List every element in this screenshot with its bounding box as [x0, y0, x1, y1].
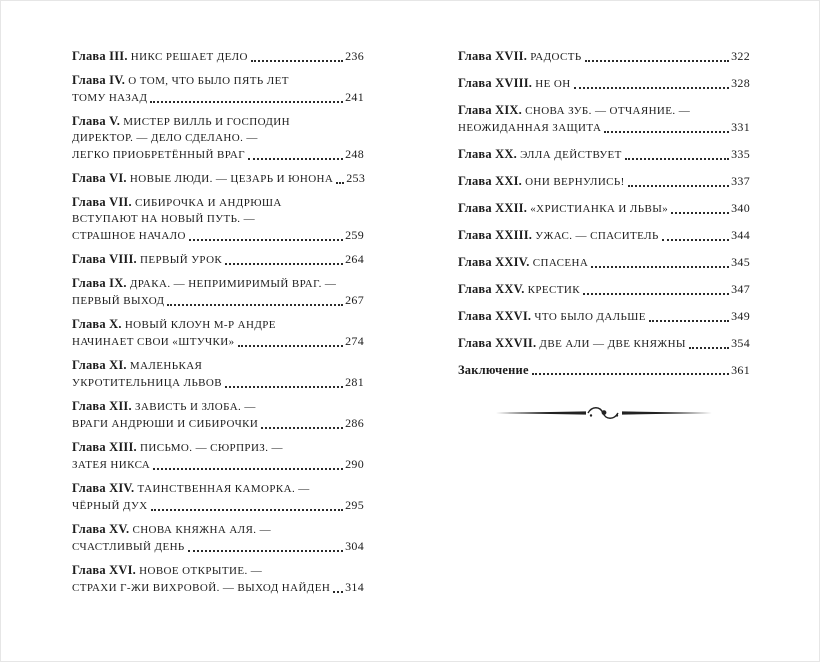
page-number: 328	[731, 76, 750, 90]
toc-entry	[458, 335, 750, 352]
toc-line	[72, 579, 364, 596]
chapter-title: ТАИНСТВЕННАЯ КАМОРКА. —	[134, 483, 310, 495]
toc-entry	[72, 480, 364, 514]
toc-entry	[72, 357, 364, 391]
dot-leader	[251, 60, 343, 62]
toc-line	[458, 200, 750, 217]
dot-leader	[225, 386, 343, 388]
toc-line	[72, 89, 364, 106]
dot-leader	[189, 239, 343, 241]
page-number: 286	[345, 416, 364, 430]
chapter-label: Глава XII.	[72, 399, 132, 413]
chapter-title: НОВОЕ ОТКРЫТИЕ. —	[135, 565, 263, 577]
toc-entry	[72, 521, 364, 555]
page-number: 295	[345, 498, 364, 512]
toc-line	[72, 357, 364, 374]
dot-leader	[336, 182, 344, 184]
dot-leader	[151, 509, 344, 511]
toc-entry	[72, 316, 364, 350]
toc-line	[72, 48, 364, 65]
toc-line	[72, 562, 364, 579]
page-number: 304	[345, 539, 364, 553]
dot-leader	[248, 158, 343, 160]
chapter-label: Глава XXI.	[458, 174, 522, 188]
dot-leader	[167, 304, 343, 306]
chapter-title-continuation: ДИРЕКТОР. — ДЕЛО СДЕЛАНО. —	[72, 132, 258, 144]
toc-line	[72, 374, 364, 391]
toc-line	[458, 335, 750, 352]
chapter-title: «ХРИСТИАНКА И ЛЬВЫ»	[527, 203, 669, 215]
toc-line	[72, 251, 364, 268]
chapter-title: ДВЕ АЛИ — ДВЕ КНЯЖНЫ	[536, 338, 686, 350]
dot-leader	[625, 158, 729, 160]
toc-line	[72, 146, 364, 163]
chapter-label: Глава XVI.	[72, 563, 136, 577]
page-number: 322	[731, 49, 750, 63]
chapter-title-continuation: ВСТУПАЮТ НА НОВЫЙ ПУТЬ. —	[72, 213, 255, 225]
chapter-label: Глава XXIV.	[458, 255, 530, 269]
page-number: 253	[346, 171, 366, 185]
toc-line	[72, 130, 364, 146]
toc-line	[458, 75, 750, 92]
toc-line	[72, 72, 364, 89]
toc-entry	[458, 281, 750, 298]
dot-leader	[662, 239, 729, 241]
chapter-title: ОНИ ВЕРНУЛИСЬ!	[521, 176, 625, 188]
chapter-title: НИКС РЕШАЕТ ДЕЛО	[127, 51, 248, 63]
page-number: 314	[345, 580, 364, 594]
chapter-title: НОВЫЙ КЛОУН М-Р АНДРЕ	[121, 319, 276, 331]
page-number: 264	[345, 252, 364, 266]
chapter-title-continuation: СТРАХИ Г-ЖИ ВИХРОВОЙ. — ВЫХОД НАЙДЕН	[72, 582, 331, 594]
page-number: 331	[731, 120, 750, 134]
toc-column-right	[458, 48, 750, 603]
page-number: 340	[731, 201, 750, 215]
chapter-label: Глава XVIII.	[458, 76, 533, 90]
page-number: 236	[345, 49, 364, 63]
page-number: 361	[731, 363, 750, 377]
chapter-title-continuation: ЧЁРНЫЙ ДУХ	[72, 500, 148, 512]
toc-entry	[458, 102, 750, 136]
chapter-label: Глава XXIII.	[458, 228, 533, 242]
dot-leader	[574, 87, 730, 89]
chapter-title: О ТОМ, ЧТО БЫЛО ПЯТЬ ЛЕТ	[125, 75, 289, 87]
toc-line	[458, 281, 750, 298]
chapter-label: Глава XIII.	[72, 440, 137, 454]
dot-leader	[583, 293, 729, 295]
toc-line	[458, 308, 750, 325]
chapter-label: Глава XI.	[72, 358, 127, 372]
toc-line	[72, 439, 364, 456]
chapter-label: Глава VII.	[72, 195, 132, 209]
page-number: 259	[345, 228, 364, 242]
toc-entry	[72, 48, 364, 65]
dot-leader	[591, 266, 729, 268]
chapter-title-continuation: НАЧИНАЕТ СВОИ «ШТУЧКИ»	[72, 336, 235, 348]
chapter-label: Глава IX.	[72, 276, 127, 290]
toc-line	[458, 102, 750, 119]
toc-entry	[458, 173, 750, 190]
page-number: 349	[731, 309, 750, 323]
chapter-title: ЧТО БЫЛО ДАЛЬШЕ	[531, 311, 646, 323]
page-number: 241	[345, 90, 364, 104]
toc-entry	[72, 113, 364, 163]
dot-leader	[238, 345, 344, 347]
page-number: 281	[345, 375, 364, 389]
chapter-title-continuation: СТРАШНОЕ НАЧАЛО	[72, 230, 186, 242]
chapter-title: ЭЛЛА ДЕЙСТВУЕТ	[516, 149, 622, 161]
toc-line	[458, 173, 750, 190]
chapter-title: НОВЫЕ ЛЮДИ. — ЦЕЗАРЬ И ЮНОНА	[126, 173, 334, 185]
chapter-title: УЖАС. — СПАСИТЕЛЬ	[532, 230, 659, 242]
page-number: 248	[345, 147, 364, 161]
toc-entry	[72, 194, 364, 244]
chapter-label: Заключение	[458, 363, 529, 377]
chapter-label: Глава X.	[72, 317, 122, 331]
chapter-label: Глава XXII.	[458, 201, 528, 215]
chapter-title: КРЕСТИК	[524, 284, 580, 296]
toc-entry	[458, 308, 750, 325]
toc-column-left	[72, 48, 364, 603]
toc-line	[458, 48, 750, 65]
chapter-title-continuation: ЗАТЕЯ НИКСА	[72, 459, 151, 471]
chapter-title: НЕ ОН	[532, 78, 571, 90]
toc-entry	[72, 398, 364, 432]
page-number: 267	[345, 293, 364, 307]
toc-entry	[72, 170, 364, 187]
dot-leader	[261, 427, 343, 429]
chapter-title: МИСТЕР ВИЛЛЬ И ГОСПОДИН	[120, 116, 290, 128]
toc-entry	[458, 362, 750, 378]
toc-line	[72, 113, 364, 130]
toc-line	[72, 497, 364, 514]
toc-columns	[72, 48, 750, 603]
toc-line	[72, 275, 364, 292]
toc-line	[458, 146, 750, 163]
toc-line	[458, 119, 750, 136]
dot-leader	[188, 550, 343, 552]
toc-entry	[72, 439, 364, 473]
decorative-divider	[458, 404, 750, 427]
dot-leader	[333, 591, 343, 593]
dot-leader	[628, 185, 729, 187]
chapter-title: СНОВА КНЯЖНА АЛЯ. —	[129, 524, 271, 536]
toc-line	[72, 316, 364, 333]
chapter-title: ПИСЬМО. — СЮРПРИЗ. —	[136, 442, 283, 454]
page-number: 335	[731, 147, 750, 161]
chapter-label: Глава XXVI.	[458, 309, 532, 323]
chapter-title: СНОВА ЗУБ. — ОТЧАЯНИЕ. —	[521, 105, 691, 117]
toc-entry	[72, 275, 364, 309]
toc-line	[72, 333, 364, 350]
chapter-label: Глава XX.	[458, 147, 517, 161]
toc-line	[72, 170, 364, 187]
chapter-title-continuation: СЧАСТЛИВЫЙ ДЕНЬ	[72, 541, 185, 553]
toc-entry	[458, 146, 750, 163]
toc-entry	[72, 251, 364, 268]
dot-leader	[604, 131, 729, 133]
chapter-title: ДРАКА. — НЕПРИМИРИМЫЙ ВРАГ. —	[126, 278, 337, 290]
chapter-label: Глава XXV.	[458, 282, 525, 296]
divider-flourish-icon	[494, 404, 714, 422]
chapter-label: Глава V.	[72, 114, 121, 128]
toc-line	[72, 456, 364, 473]
page-number: 337	[731, 174, 750, 188]
toc-entry	[72, 72, 364, 106]
toc-line	[72, 194, 364, 211]
toc-entry	[458, 48, 750, 65]
chapter-title: МАЛЕНЬКАЯ	[126, 360, 203, 372]
chapter-title-continuation: ТОМУ НАЗАД	[72, 92, 148, 104]
dot-leader	[689, 347, 729, 349]
chapter-title: ПЕРВЫЙ УРОК	[136, 254, 223, 266]
chapter-label: Глава III.	[72, 49, 128, 63]
chapter-title: СИБИРОЧКА И АНДРЮША	[131, 197, 282, 209]
page-number: 344	[731, 228, 750, 242]
dot-leader	[150, 101, 343, 103]
dot-leader	[225, 263, 343, 265]
toc-line	[72, 292, 364, 309]
chapter-label: Глава VI.	[72, 171, 127, 185]
page-number: 274	[345, 334, 364, 348]
toc-line	[72, 227, 364, 244]
chapter-label: Глава IV.	[72, 73, 126, 87]
chapter-label: Глава VIII.	[72, 252, 137, 266]
chapter-title-continuation: УКРОТИТЕЛЬНИЦА ЛЬВОВ	[72, 377, 222, 389]
chapter-label: Глава XIV.	[72, 481, 135, 495]
toc-line	[72, 480, 364, 497]
page-number: 290	[345, 457, 364, 471]
dot-leader	[649, 320, 729, 322]
toc-entry	[458, 200, 750, 217]
chapter-title: СПАСЕНА	[529, 257, 589, 269]
toc-line	[458, 362, 750, 378]
chapter-title: ЗАВИСТЬ И ЗЛОБА. —	[131, 401, 256, 413]
toc-line	[72, 398, 364, 415]
toc-entry	[458, 254, 750, 271]
toc-line	[72, 521, 364, 538]
chapter-label: Глава XVII.	[458, 49, 528, 63]
dot-leader	[532, 373, 729, 375]
chapter-label: Глава XXVII.	[458, 336, 537, 350]
page-number: 345	[731, 255, 750, 269]
chapter-label: Глава XV.	[72, 522, 130, 536]
toc-line	[458, 254, 750, 271]
toc-entry	[458, 227, 750, 244]
dot-leader	[671, 212, 729, 214]
toc-line	[72, 538, 364, 555]
page-number: 347	[731, 282, 750, 296]
dot-leader	[585, 60, 729, 62]
toc-line	[72, 415, 364, 432]
page-number: 354	[731, 336, 750, 350]
toc-line	[458, 227, 750, 244]
chapter-title-continuation: ВРАГИ АНДРЮШИ И СИБИРОЧКИ	[72, 418, 259, 430]
toc-entry	[72, 562, 364, 596]
toc-line	[72, 211, 364, 227]
chapter-title-continuation: ПЕРВЫЙ ВЫХОД	[72, 295, 165, 307]
toc-entry	[458, 75, 750, 92]
dot-leader	[153, 468, 343, 470]
chapter-title-continuation: НЕОЖИДАННАЯ ЗАЩИТА	[458, 122, 602, 134]
chapter-title-continuation: ЛЕГКО ПРИОБРЕТЁННЫЙ ВРАГ	[72, 149, 245, 161]
chapter-title: РАДОСТЬ	[527, 51, 582, 63]
chapter-label: Глава XIX.	[458, 103, 522, 117]
